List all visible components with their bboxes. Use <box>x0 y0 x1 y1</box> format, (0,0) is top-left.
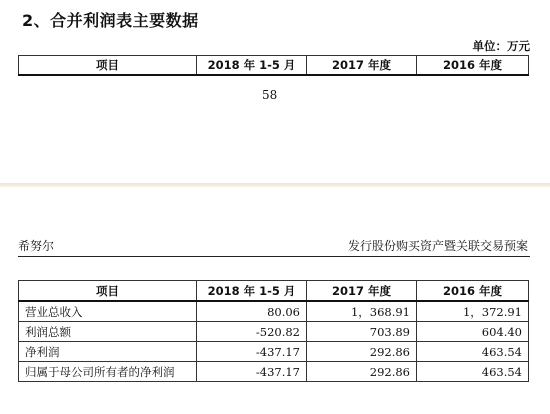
section-title: 2、合并利润表主要数据 <box>22 11 199 30</box>
column-header-item: 项目 <box>19 56 197 76</box>
cell-2018: 80.06 <box>197 301 307 322</box>
table-row <box>19 362 529 382</box>
cell-2016: 463.54 <box>417 342 529 362</box>
row-label: 净利润 <box>19 342 197 362</box>
column-header-item: 项目 <box>19 281 197 302</box>
income-table-header-page1 <box>18 55 529 76</box>
income-table <box>18 280 529 382</box>
table-row <box>19 301 529 322</box>
row-label: 营业总收入 <box>19 301 197 322</box>
column-header-2016: 2016 年度 <box>417 56 529 76</box>
column-header-2017: 2017 年度 <box>307 56 417 76</box>
page-break <box>0 183 550 187</box>
cell-2016: 1，372.91 <box>417 301 529 322</box>
page-header-rule <box>18 256 530 257</box>
column-header-2016: 2016 年度 <box>417 281 529 302</box>
row-label: 归属于母公司所有者的净利润 <box>19 362 197 382</box>
cell-2016: 463.54 <box>417 362 529 382</box>
column-header-2017: 2017 年度 <box>307 281 417 302</box>
page-header-right: 发行股份购买资产暨关联交易预案 <box>347 239 528 253</box>
cell-2018: -437.17 <box>197 362 307 382</box>
unit-label: 单位：万元 <box>472 39 530 53</box>
column-header-2018: 2018 年 1-5 月 <box>197 56 307 76</box>
table-header-row <box>19 281 529 302</box>
row-label: 利润总额 <box>19 322 197 342</box>
cell-2017: 1，368.91 <box>307 301 417 322</box>
cell-2017: 703.89 <box>307 322 417 342</box>
page-header-left: 希努尔 <box>18 239 55 253</box>
cell-2017: 292.86 <box>307 362 417 382</box>
cell-2018: -437.17 <box>197 342 307 362</box>
column-header-2018: 2018 年 1-5 月 <box>197 281 307 302</box>
cell-2017: 292.86 <box>307 342 417 362</box>
page-number: 58 <box>262 88 278 102</box>
table-row <box>19 322 529 342</box>
table-row <box>19 342 529 362</box>
table-header-row <box>19 56 529 76</box>
cell-2016: 604.40 <box>417 322 529 342</box>
cell-2018: -520.82 <box>197 322 307 342</box>
